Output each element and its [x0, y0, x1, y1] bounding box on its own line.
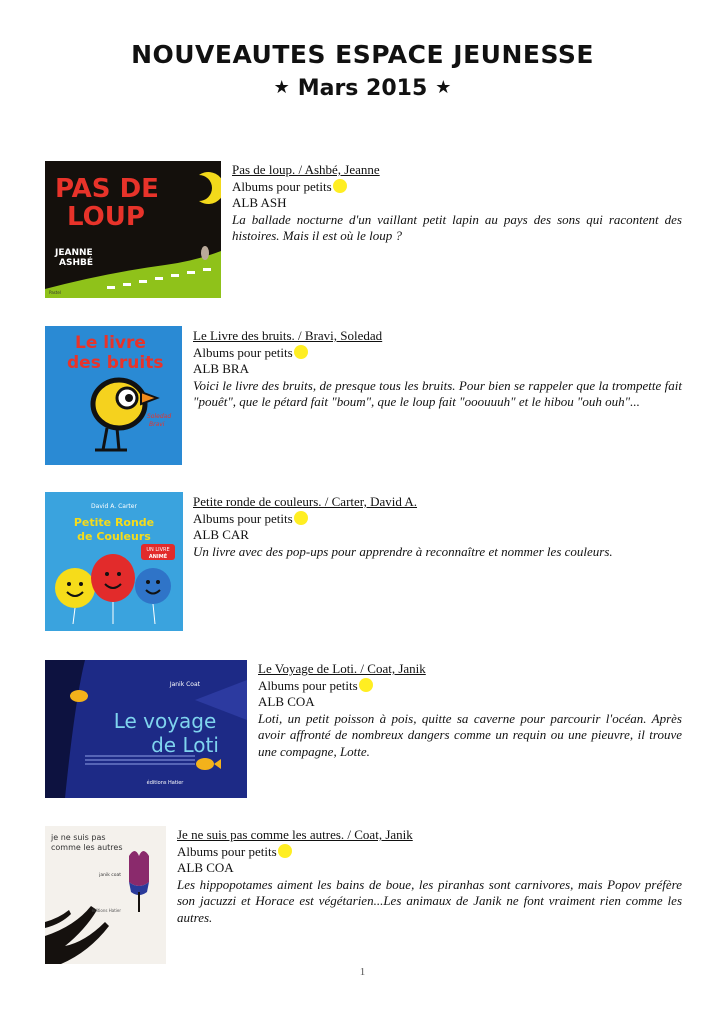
star-icon: ★ [273, 77, 290, 98]
book-category: Albums pour petits [177, 843, 277, 859]
cover-title: LOUP [67, 202, 145, 232]
book-summary: Un livre avec des pop-ups pour apprendre à reconnaître et nommer les couleurs. [193, 543, 613, 559]
cover-art-petite-ronde [45, 492, 183, 631]
cover-author: Soledad [147, 413, 172, 420]
book-call-number: ALB ASH [232, 195, 287, 210]
cover-art-je-ne-suis-pas [45, 826, 166, 964]
book-summary: Loti, un petit poisson à pois, quitte sa caverne pour parcourir l'océan. Après avoir affronté de nombreux dangers comme un requin ou une pieuvre, il trouve une compagne, Lotte. [258, 710, 682, 759]
cover-art-pas-de-loup [45, 161, 221, 298]
yellow-dot-icon [294, 345, 308, 359]
cover-badge: UN LIVRE [146, 547, 170, 553]
cover-badge: ANIMÉ [148, 554, 168, 560]
book-entry [258, 661, 682, 760]
book-category: Albums pour petits [232, 178, 332, 194]
cover-publisher: Pastel [49, 290, 61, 295]
cover-author: ASHBÉ [59, 258, 93, 268]
book-entry [232, 162, 682, 245]
page-title: NOUVEAUTES ESPACE JEUNESSE [131, 40, 594, 69]
cover-author: Bravi [149, 421, 165, 428]
page-subtitle [0, 76, 725, 101]
book-title: Petite ronde de couleurs. / Carter, David A. [193, 494, 418, 509]
cover-publisher: éditions Hatier [146, 780, 184, 786]
book-summary: Les hippopotames aiment les bains de boue, les piranhas sont carnivores, mais Popov préfère son jacuzzi et Horace est végétarien...Les animaux de Janik ne font vraiment rien comme les autres. [177, 876, 682, 925]
book-summary: Voici le livre des bruits, de presque tous les bruits. Pour bien se rappeler que la trompette fait "pouêt", que le pétard fait "boum", que le loup fait "ooouuuh" et le hibou "ouh ouh"... [193, 377, 682, 409]
star-icon: ★ [435, 77, 452, 98]
book-category: Albums pour petits [193, 344, 293, 360]
book-call-number: ALB CAR [193, 527, 249, 542]
cover-art-voyage-de-loti [45, 660, 247, 798]
cover-title: Petite Ronde [73, 516, 155, 529]
book-cover-je-ne-suis-pas [45, 826, 166, 964]
cover-title: Le livre [75, 333, 146, 353]
cover-author: Janik Coat [169, 681, 200, 688]
yellow-dot-icon [294, 511, 308, 525]
cover-title: PAS DE [55, 174, 159, 204]
book-title: Le Voyage de Loti. / Coat, Janik [258, 661, 426, 676]
cover-title: comme les autres [51, 843, 123, 852]
book-title: Je ne suis pas comme les autres. / Coat, Janik [177, 827, 413, 842]
cover-title: de Couleurs [77, 530, 151, 543]
page-number: 1 [359, 966, 366, 978]
yellow-dot-icon [359, 678, 373, 692]
yellow-dot-icon [278, 844, 292, 858]
yellow-dot-icon [333, 179, 347, 193]
subtitle-text: Mars 2015 [297, 76, 428, 101]
cover-title: des bruits [67, 353, 164, 373]
book-cover-pas-de-loup [45, 161, 221, 298]
book-title: Pas de loup. / Ashbé, Jeanne [232, 162, 380, 177]
book-summary: La ballade nocturne d'un vaillant petit lapin au pays des sons qui racontent des histoires. Mais il est où le loup ? [232, 211, 682, 243]
book-category: Albums pour petits [193, 510, 293, 526]
book-entry [193, 328, 682, 411]
book-call-number: ALB COA [177, 860, 234, 875]
book-entry [193, 494, 682, 560]
cover-art-livre-des-bruits [45, 326, 182, 465]
book-cover-petite-ronde [45, 492, 183, 631]
cover-title: de Loti [151, 733, 219, 757]
book-entry [177, 827, 682, 926]
cover-title: je ne suis pas [51, 833, 106, 842]
book-cover-livre-des-bruits [45, 326, 182, 465]
cover-author: janik coat [99, 873, 121, 878]
cover-author: JEANNE [55, 248, 93, 258]
book-call-number: ALB BRA [193, 361, 249, 376]
cover-author: David A. Carter [91, 503, 137, 510]
book-title: Le Livre des bruits. / Bravi, Soledad [193, 328, 383, 343]
book-category: Albums pour petits [258, 677, 358, 693]
book-cover-voyage-de-loti [45, 660, 247, 798]
book-call-number: ALB COA [258, 694, 315, 709]
cover-title: Le voyage [113, 709, 217, 733]
cover-publisher: éditions Hatier [91, 908, 121, 913]
